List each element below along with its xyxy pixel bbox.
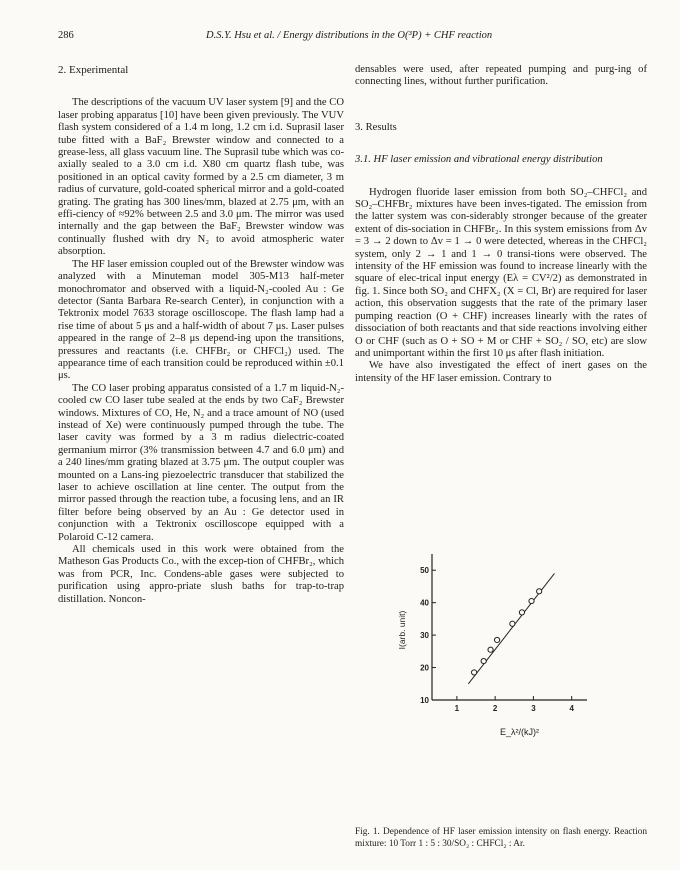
paragraph: We have also investigated the effect of inert gases on the intensity of the HF laser emission. Contrary to <box>355 360 647 384</box>
running-title: D.S.Y. Hsu et al. / Energy distributions in the O(³P) + CHF reaction <box>206 30 493 41</box>
paragraph: densables were used, after repeated pumping and purg-ing of connecting lines, without further purification. <box>355 64 647 88</box>
paragraph: Hydrogen fluoride laser emission from both SO₂–CHFCl₂ and SO₂–CHFBr₂ mixtures have been inves-tigated. The emission from the latter system was con-siderably stronger because of the greater extent of dis-sociation in CHFBr₂. In this system emissions from Δv = 3 → 2 down to Δv = 1 → 0 were detected, whereas in the CHFCl₂ system, only 2 → 1 and 1 → 0 transi-tions were observed. The intensity of the HF emission was found to increase linearly with the square of elec-trical input energy (Eλ = CV²/2) as demonstrated in fig. 1. Since both SO₂ and CHFX₂ (X = Cl, Br) are required for laser action, this observation suggests that the rate of the primary laser pumping reaction (O + CHF) increases linearly with the rates of dissociation of both reactants and that side reactions involving either O or CHF (such as O + SO + M or CHF + SO₂ / SO, etc) are slow and unimportant within the first 10 μs after flash initiation. <box>355 186 647 359</box>
y-tick-label: 30 <box>420 631 429 641</box>
section-heading-experimental: 2. Experimental <box>58 64 129 76</box>
y-tick-label: 20 <box>420 663 429 673</box>
y-tick-label: 10 <box>420 696 429 705</box>
paragraph: All chemicals used in this work were obtained from the Matheson Gas Products Co., with the excep-tion of CHFBr₂, which was from PCR, Inc. Condens-able gases were subjected to purification using appro-priate slush baths for trap-to-trap distillation. Noncon- <box>58 544 344 605</box>
y-tick-label: 50 <box>420 566 429 576</box>
paragraph: The HF laser emission coupled out of the Brewster window was analyzed with a Minuteman model 305-M13 half-meter monochromator and observed with a liquid-N₂-cooled Au : Ge detector (Santa Barbara Re-search Center), in conjunction with a Tektronix model 7633 storage oscilloscope. The flash lamp had a rise time of about 5 μs and a half-width of about 7 μs. Laser pulses appeared in the range of 2–8 μs depend-ing upon the transitions, pressures and reactants (i.e. CHFBr₂ or CHFCl₂) used. The appearance time of each transition could be reproduced within ±0.1 μs. <box>58 258 344 382</box>
x-tick-label: 1 <box>454 704 460 713</box>
data-point <box>537 589 542 594</box>
x-axis-label: E_λ²/(kJ)² <box>500 727 539 737</box>
data-point <box>481 658 486 663</box>
x-tick-label: 3 <box>531 704 536 713</box>
chart <box>355 540 647 810</box>
data-point <box>494 637 499 642</box>
subsection-heading: 3.1. HF laser emission and vibrational energy distribution <box>355 154 603 166</box>
data-point <box>488 647 493 652</box>
page-number: 286 <box>58 30 74 41</box>
figure-caption: Fig. 1. Dependence of HF laser emission intensity on flash energy. Reaction mixture: 10 Torr 1 : 5 : 30/SO₂ : CHFCl₂ : Ar. <box>355 827 647 849</box>
page-header <box>58 30 648 44</box>
data-point <box>510 621 515 626</box>
data-point <box>471 670 476 675</box>
paragraph: The CO laser probing apparatus consisted of a 1.7 m liquid-N₂-cooled cw CO laser tube sealed at the ends by two CaF₂ Brewster windows. Mixtures of CO, He, N₂ and a trace amount of NO (used instead of Xe) were continuously pumped through the tube. The laser cavity was formed by a 3 m radius dielectric-coated germanium mirror (3% transmission between 4.7 and 6.0 μm) and a 240 lines/mm grating blazed at 3.75 μm. The output coupler was mounted on a Lans-ing piezoelectric transducer that stabilized the laser to achieve oscillation at line center. The output from the mirror passed through the reaction tube, a focusing lens, and an IR filter before being observed by an Au : Ge detector used in conjunction with a Tektronix oscilloscope equipped with a Polaroid C-12 camera. <box>58 382 344 543</box>
figure-1 <box>355 540 647 870</box>
y-tick-label: 40 <box>420 598 429 608</box>
data-point <box>519 610 524 615</box>
right-column <box>355 64 647 385</box>
x-tick-label: 2 <box>492 704 498 713</box>
left-column <box>58 64 344 606</box>
section-heading-results: 3. Results <box>355 121 397 133</box>
data-point <box>529 598 534 603</box>
paragraph: The descriptions of the vacuum UV laser system [9] and the CO laser probing apparatus [10] have been given previously. The VUV flash system considered of a 1.4 m long, 1.2 cm i.d. Suprasil laser tube fitted with a BaF₂ Brewster window and connected to a grease-less, all glass vacuum line. The Suprasil tube which was co-axially sealed to a 3.0 cm i.d. X80 cm quartz flash tube, was positioned in an optical cavity formed by a 2.5 cm diameter, 3 m radius of curvature, gold-coated spherical mirror and a gold-coated grating. The grating has 300 lines/mm, blazed at 2.75 μm, with an effi-ciency of ≈92% between 2.5 and 3.0 μm. The mirror was used internally and the gap between the BaF₂ Brewster window was continually flushed with dry N₂ to avoid atmospheric water absorption. <box>58 97 344 258</box>
x-tick-label: 4 <box>569 704 574 713</box>
y-axis-label: I(arb. unit) <box>397 610 407 650</box>
